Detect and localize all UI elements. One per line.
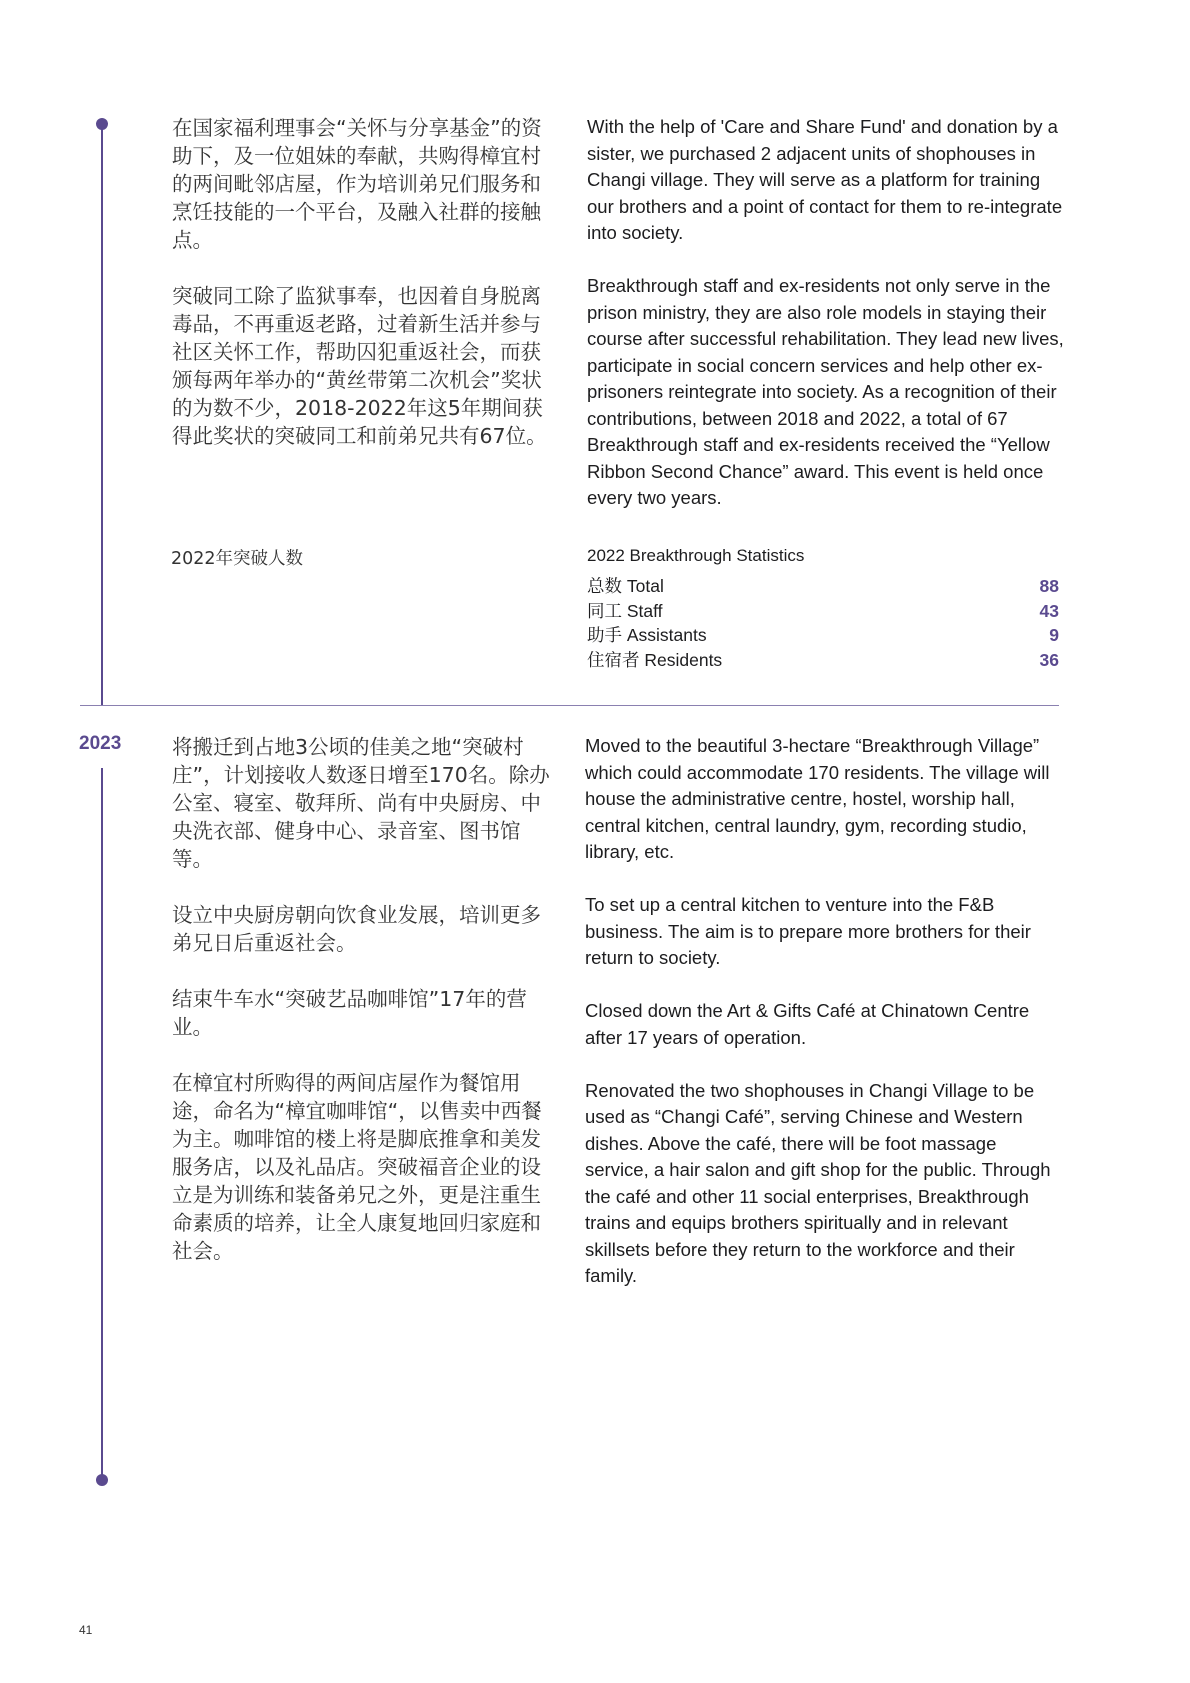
section-2022-zh xyxy=(172,114,552,478)
stats-table xyxy=(587,574,1059,672)
stat-row-total xyxy=(587,574,1059,599)
en-paragraph: With the help of 'Care and Share Fund' and donation by a sister, we purchased 2 adjacent units of shophouses in Changi village. They will serve as a platform for training our brothers and a point of contact for them to re-integrate into society. xyxy=(587,116,1063,243)
section-2023-zh xyxy=(172,733,552,1293)
stat-label: 住宿者 Residents xyxy=(587,649,723,670)
stat-value: 88 xyxy=(1039,576,1059,596)
page-number: 41 xyxy=(79,1623,93,1637)
stats-title-en: 2022 Breakthrough Statistics xyxy=(587,546,805,565)
stat-value: 36 xyxy=(1039,649,1059,670)
timeline-dot-top xyxy=(96,118,108,130)
zh-paragraph: 在樟宜村所购得的两间店屋作为餐馆用途，命名为“樟宜咖啡馆“，以售卖中西餐为主。咖啡馆的楼上将是脚底推拿和美发服务店，以及礼品店。突破福音企业的设立是为训练和装备弟兄之外，更是注重生命素质的培养，让全人康复地回归家庭和社会。 xyxy=(172,1071,542,1263)
stat-label: 助手 Assistants xyxy=(587,625,707,645)
zh-paragraph: 设立中央厨房朝向饮食业发展，培训更多弟兄日后重返社会。 xyxy=(172,903,541,955)
en-paragraph: Closed down the Art & Gifts Café at Chinatown Centre after 17 years of operation. xyxy=(585,1000,1030,1048)
en-paragraph: Breakthrough staff and ex-residents not only serve in the prison ministry, they are also role models in staying their course after successful rehabilitation. They lead new lives, participate in social concern services and help other ex-prisoners reintegrate into society. As a recognition of their contributions, between 2018 and 2022, a total of 67 Breakthrough staff and ex-residents received the “Yellow Ribbon Second Chance” award. This event is held once every two years. xyxy=(587,275,1064,508)
zh-paragraph: 在国家福利理事会“关怀与分享基金”的资助下，及一位姐妹的奉献，共购得樟宜村的两间毗邻店屋，作为培训弟兄们服务和烹饪技能的一个平台，及融入社群的接触点。 xyxy=(172,116,542,252)
year-label-2023: 2023 xyxy=(79,733,122,754)
section-divider xyxy=(80,705,1059,706)
stat-label: 总数 Total xyxy=(587,576,664,596)
en-paragraph: Moved to the beautiful 3-hectare “Breakthrough Village” which could accommodate 170 residents. The village will house the administrative centre, hostel, worship hall, central kitchen, central laundry, gym, recording studio, library, etc. xyxy=(585,735,1050,862)
en-paragraph: To set up a central kitchen to venture into the F&B business. The aim is to prepare more brothers for their return to society. xyxy=(585,894,1031,968)
section-2023-en xyxy=(585,733,1063,1316)
timeline-line-2022 xyxy=(101,124,103,706)
stat-value: 9 xyxy=(1049,625,1059,645)
zh-paragraph: 将搬迁到占地3公顷的佳美之地“突破村庄”，计划接收人数逐日增至170名。除办公室、寝室、敬拜所、尚有中央厨房、中央洗衣部、健身中心、录音室、图书馆等。 xyxy=(172,735,550,871)
stat-row-staff xyxy=(587,599,1059,624)
zh-paragraph: 突破同工除了监狱事奉，也因着自身脱离毒品，不再重返老路，过着新生活并参与社区关怀工作，帮助囚犯重返社会，而获颁每两年举办的“黄丝带第二次机会”奖状的为数不少，2018-2022年这5年期间获得此奖状的突破同工和前弟兄共有67位。 xyxy=(172,284,547,448)
stat-row-assistants xyxy=(587,623,1059,648)
stat-label: 同工 Staff xyxy=(587,600,663,621)
stat-value: 43 xyxy=(1039,600,1059,621)
zh-paragraph: 结束牛车水“突破艺品咖啡馆”17年的营业。 xyxy=(172,987,527,1039)
en-paragraph: Renovated the two shophouses in Changi Village to be used as “Changi Café”, serving Chinese and Western dishes. Above the café, there will be foot massage service, a hair salon and gift shop for the public. Through the café and other 11 social enterprises, Breakthrough trains and equips brothers spiritually and in relevant skillsets before they return to the workforce and their family. xyxy=(585,1079,1051,1286)
stat-row-residents xyxy=(587,648,1059,673)
stats-title-zh: 2022年突破人数 xyxy=(171,549,304,569)
timeline-dot-bottom xyxy=(96,1474,108,1486)
timeline-line-2023 xyxy=(101,768,103,1480)
section-2022-en xyxy=(587,114,1065,538)
